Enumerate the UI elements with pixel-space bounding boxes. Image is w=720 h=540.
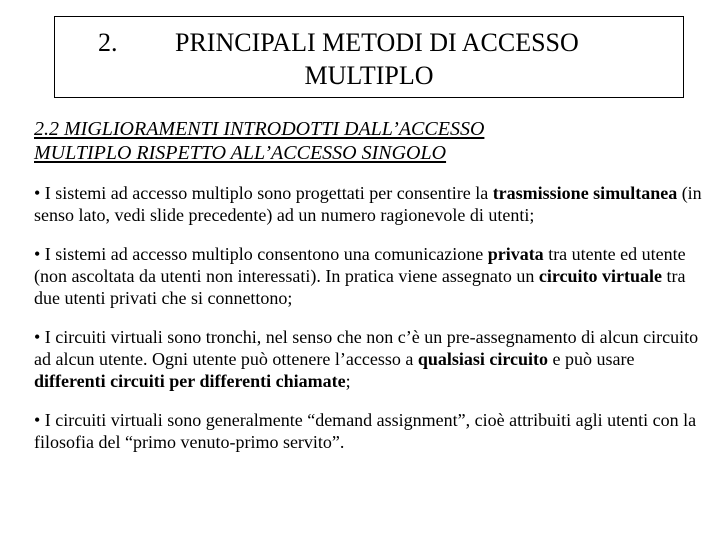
bullet-item-1 [34, 182, 704, 226]
bullet-emphasis: differenti circuiti per differenti chiamate [34, 371, 346, 391]
bullet-text: • I circuiti virtuali sono tronchi, nel senso che non c’è un pre-assegnamento di alcun circuito ad alcun utente. Ogni utente può ottenere l’accesso a [34, 327, 699, 369]
bullet-text: (in senso lato, vedi slide precedente) ad un numero ragionevole di utenti; [34, 183, 702, 225]
bullet-item-3 [34, 326, 704, 392]
bullet-item-4 [34, 409, 704, 453]
bullet-list [34, 182, 704, 470]
bullet-text: • I sistemi ad accesso multiplo sono progettati per consentire la [34, 183, 493, 203]
title-box [54, 16, 684, 98]
bullet-emphasis: privata [487, 244, 544, 264]
bullet-text: • I sistemi ad accesso multiplo consentono una comunicazione [34, 244, 488, 264]
bullet-emphasis: qualsiasi circuito [417, 349, 549, 369]
title-line-1: PRINCIPALI METODI DI ACCESSO [175, 28, 579, 57]
bullet-text: ; [345, 371, 351, 391]
bullet-text: • I circuiti virtuali sono generalmente “demand assignment”, cioè attribuiti agli utenti con la filosofia del “primo venuto-primo servito”. [34, 410, 697, 452]
bullet-text: e può usare [548, 349, 635, 369]
title-line-2: MULTIPLO [304, 61, 434, 90]
bullet-emphasis: circuito virtuale [538, 266, 662, 286]
bullet-emphasis: trasmissione simultanea [492, 183, 678, 203]
bullet-text: tra due utenti privati che si connettono; [34, 266, 686, 308]
title-number: 2. [98, 28, 118, 57]
bullet-item-2 [34, 243, 704, 309]
bullet-text: tra utente ed utente (non ascoltata da utenti non interessati). In pratica viene assegnato un [34, 244, 686, 286]
subtitle-line-1: 2.2 MIGLIORAMENTI INTRODOTTI DALL’ACCESSO [34, 118, 485, 140]
section-subtitle [34, 117, 694, 165]
subtitle-line-2: MULTIPLO RISPETTO ALL’ACCESSO SINGOLO [34, 142, 447, 164]
